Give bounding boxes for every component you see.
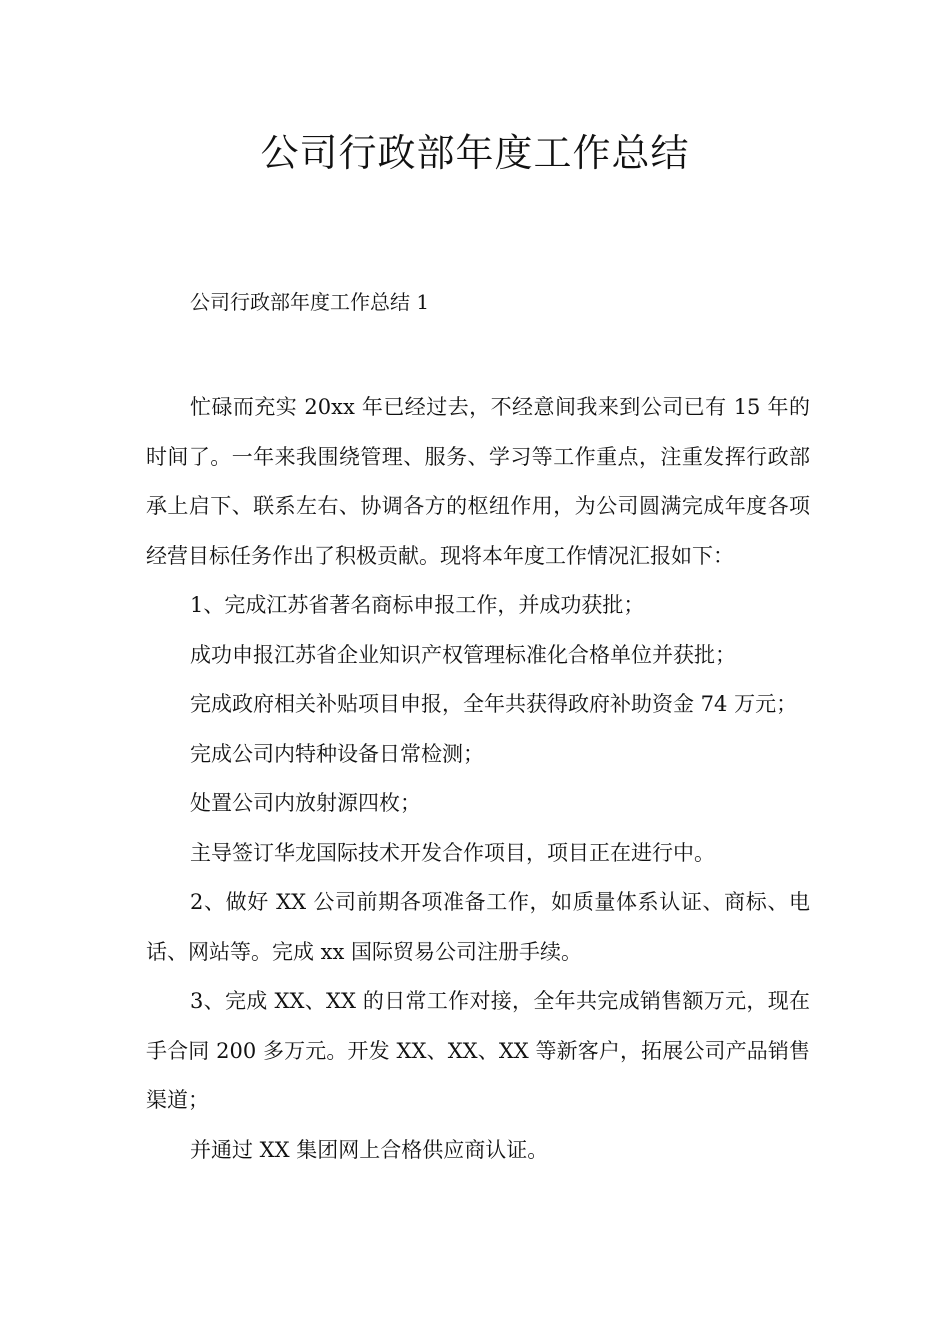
- paragraph-item: 3、完成 XX、XX 的日常工作对接，全年共完成销售额万元，现在手合同 200 多万元。开发 XX、XX、XX 等新客户，拓展公司产品销售渠道；: [146, 989, 810, 1112]
- paragraph-intro: 忙碌而充实 20xx 年已经过去，不经意间我来到公司已有 15 年的时间了。一年来我围绕管理、服务、学习等工作重点，注重发挥行政部承上启下、联系左右、协调各方的枢纽作用，为公司圆满完成年度各项经营目标任务作出了积极贡献。现将本年度工作情况汇报如下：: [146, 395, 810, 568]
- paragraph-item: 成功申报江苏省企业知识产权管理标准化合格单位并获批；: [190, 642, 736, 667]
- paragraph-item: 并通过 XX 集团网上合格供应商认证。: [190, 1137, 549, 1162]
- paragraph-item: 2、做好 XX 公司前期各项准备工作，如质量体系认证、商标、电话、网站等。完成 xx 国际贸易公司注册手续。: [146, 890, 810, 964]
- paragraph-item: 处置公司内放射源四枚；: [190, 791, 421, 815]
- paragraph-item: 1、完成江苏省著名商标申报工作，并成功获批；: [190, 593, 645, 617]
- document-title: 公司行政部年度工作总结: [260, 131, 690, 175]
- paragraph-item: 完成政府相关补贴项目申报，全年共获得政府补助资金 74 万元；: [190, 692, 798, 716]
- paragraph-item: 主导签订华龙国际技术开发合作项目，项目正在进行中。: [190, 840, 715, 865]
- document-body: [146, 383, 810, 1175]
- paragraph-item: 完成公司内特种设备日常检测；: [190, 741, 484, 766]
- document-subtitle: 公司行政部年度工作总结 1: [190, 290, 430, 314]
